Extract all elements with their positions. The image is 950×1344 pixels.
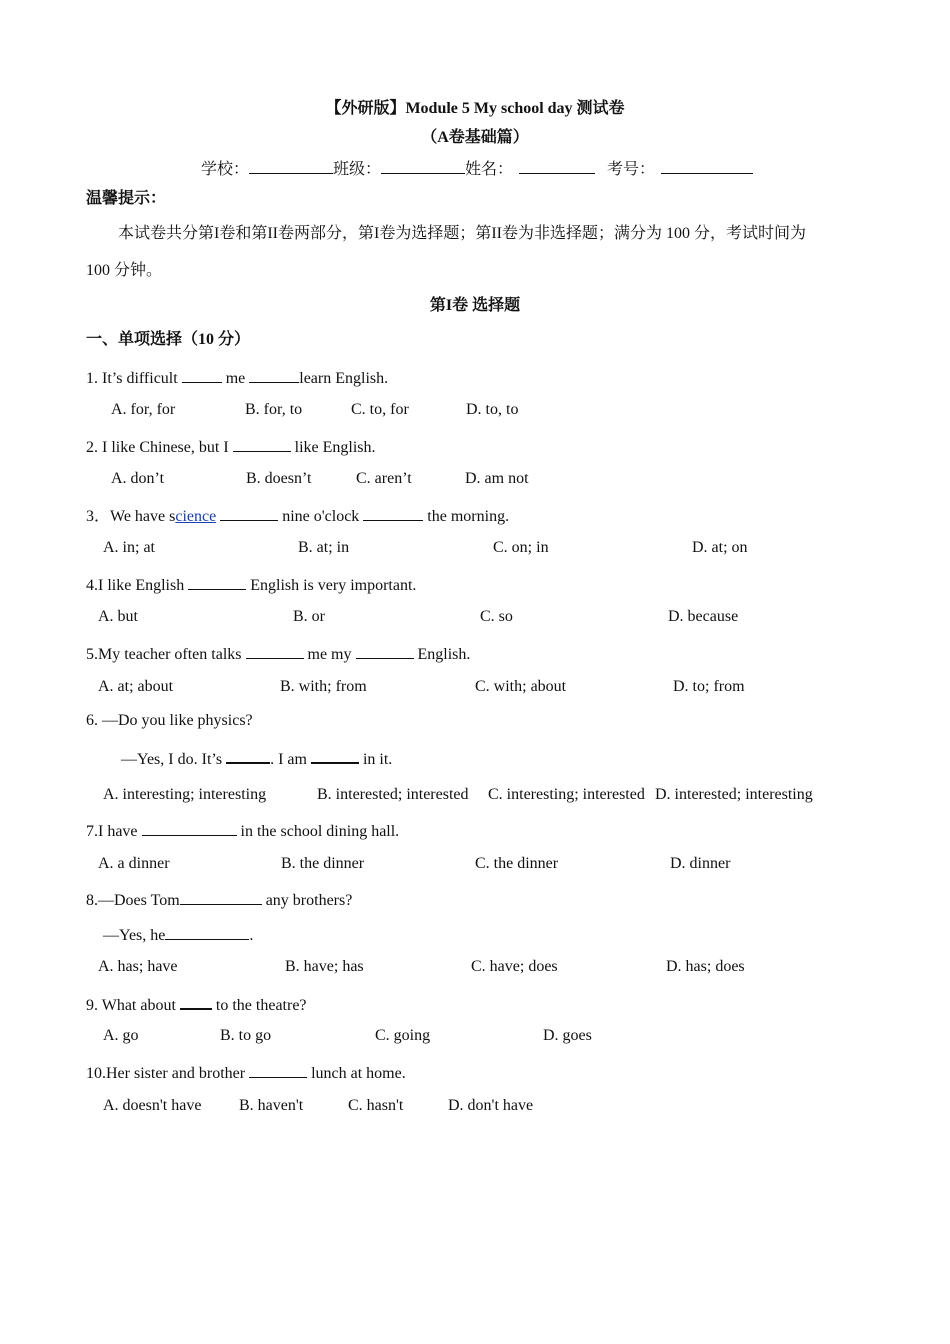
blank[interactable] — [233, 437, 291, 452]
q7-option-a[interactable]: A. a dinner — [98, 855, 170, 872]
q9-option-c[interactable]: C. going — [375, 1027, 431, 1044]
question-6-answer: —Yes, I do. It’s . I am in it. — [121, 748, 392, 768]
part1-title: 第I卷 选择题 — [429, 297, 521, 314]
q7-option-c[interactable]: C. the dinner — [475, 855, 559, 872]
q9-option-d[interactable]: D. goes — [543, 1027, 592, 1044]
q8-option-c[interactable]: C. have; does — [471, 958, 558, 975]
q7-option-d[interactable]: D. dinner — [670, 855, 731, 872]
q8-option-a[interactable]: A. has; have — [98, 958, 178, 975]
q10-option-d[interactable]: D. don't have — [448, 1097, 534, 1114]
tips-line-1: 本试卷共分第I卷和第II卷两部分，第I卷为选择题；第II卷为非选择题；满分为 100 分，考试时间为 — [118, 225, 806, 242]
blank[interactable] — [249, 1063, 307, 1078]
blank[interactable] — [188, 575, 246, 590]
q10-option-b[interactable]: B. haven't — [239, 1097, 304, 1114]
school-label: 学校： — [201, 161, 250, 178]
page-title: 【外研版】Module 5 My school day 测试卷 — [325, 100, 625, 117]
q3-option-b[interactable]: B. at; in — [298, 539, 350, 556]
q5-option-d[interactable]: D. to; from — [673, 678, 745, 695]
question-10: 10.Her sister and brother lunch at home. — [86, 1065, 406, 1082]
blank[interactable] — [182, 368, 222, 383]
q3-option-d[interactable]: D. at; on — [692, 539, 748, 556]
q5-option-b[interactable]: B. with; from — [280, 678, 367, 695]
name-label: 姓名： — [465, 161, 514, 178]
q2-option-b[interactable]: B. doesn’t — [246, 470, 312, 487]
blank[interactable] — [246, 644, 304, 659]
q4-option-a[interactable]: A. but — [98, 608, 138, 625]
q4-option-c[interactable]: C. so — [480, 608, 513, 625]
q8-option-d[interactable]: D. has; does — [666, 958, 745, 975]
question-8-answer: —Yes, he . — [103, 927, 254, 944]
science-link[interactable]: cience — [175, 508, 217, 525]
q3-option-c[interactable]: C. on; in — [493, 539, 549, 556]
q6-option-b[interactable]: B. interested; interested — [317, 786, 469, 803]
q2-option-a[interactable]: A. don’t — [111, 470, 165, 487]
tips-heading: 温馨提示： — [86, 190, 167, 207]
section-title: 一、单项选择（10 分） — [86, 331, 251, 348]
blank[interactable] — [165, 925, 249, 940]
q5-option-a[interactable]: A. at; about — [98, 678, 174, 695]
tips-line-2: 100 分钟。 — [86, 262, 163, 279]
blank[interactable] — [180, 890, 262, 905]
blank[interactable] — [356, 644, 414, 659]
question-7: 7.I have in the school dining hall. — [86, 823, 400, 840]
q9-option-b[interactable]: B. to go — [220, 1027, 272, 1044]
blank[interactable] — [249, 368, 299, 383]
q7-option-b[interactable]: B. the dinner — [281, 855, 365, 872]
question-6: 6. —Do you like physics? — [86, 712, 253, 729]
q10-option-a[interactable]: A. doesn't have — [103, 1097, 202, 1114]
q3-option-a[interactable]: A. in; at — [103, 539, 155, 556]
class-label: 班级： — [333, 161, 382, 178]
page-subtitle: （A卷基础篇） — [421, 129, 529, 146]
blank[interactable] — [226, 748, 270, 764]
exam-number-field[interactable] — [661, 159, 753, 174]
q10-option-c[interactable]: C. hasn't — [348, 1097, 404, 1114]
question-9: 9. What about to the theatre? — [86, 994, 307, 1014]
q2-option-d[interactable]: D. am not — [465, 470, 529, 487]
school-field[interactable] — [249, 159, 333, 174]
info-line — [201, 159, 753, 178]
name-field[interactable] — [519, 159, 595, 174]
blank[interactable] — [363, 506, 423, 521]
exam-number-label: 考号： — [607, 161, 656, 178]
q1-option-b[interactable]: B. for, to — [245, 401, 303, 418]
q6-option-a[interactable]: A. interesting; interesting — [103, 786, 267, 803]
question-5: 5.My teacher often talks me my English. — [86, 646, 471, 663]
q2-option-c[interactable]: C. aren’t — [356, 470, 412, 487]
q5-option-c[interactable]: C. with; about — [475, 678, 567, 695]
q4-option-b[interactable]: B. or — [293, 608, 325, 625]
q1-option-d[interactable]: D. to, to — [466, 401, 519, 418]
blank[interactable] — [180, 994, 212, 1010]
q6-option-d[interactable]: D. interested; interesting — [655, 786, 813, 803]
question-4: 4.I like English English is very important. — [86, 577, 417, 594]
blank[interactable] — [142, 821, 237, 836]
q6-option-c[interactable]: C. interesting; interested — [488, 786, 645, 803]
class-field[interactable] — [381, 159, 465, 174]
blank[interactable] — [311, 748, 359, 764]
q4-option-d[interactable]: D. because — [668, 608, 739, 625]
q9-option-a[interactable]: A. go — [103, 1027, 139, 1044]
blank[interactable] — [220, 506, 278, 521]
question-8: 8.—Does Tom any brothers? — [86, 892, 353, 909]
question-2: 2. I like Chinese, but I like English. — [86, 439, 376, 456]
q8-option-b[interactable]: B. have; has — [285, 958, 364, 975]
q1-option-c[interactable]: C. to, for — [351, 401, 409, 418]
question-3: 3．We have science nine o'clock the morning. — [86, 508, 510, 525]
question-1: 1. It’s difficult me learn English. — [86, 370, 389, 387]
q1-option-a[interactable]: A. for, for — [111, 401, 176, 418]
